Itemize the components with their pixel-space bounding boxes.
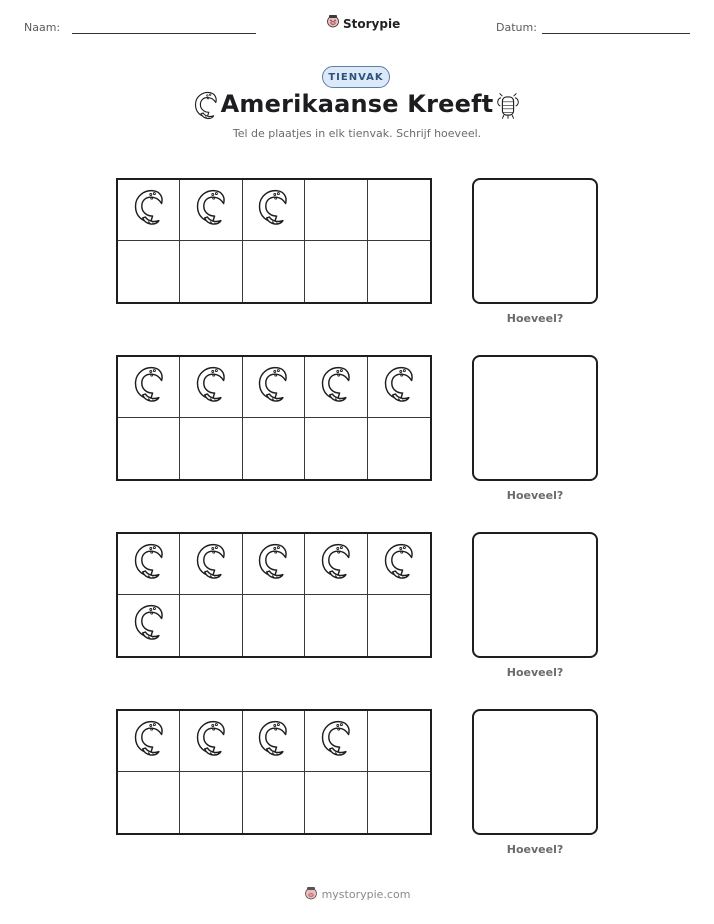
question-label-1: Hoeveel?: [506, 312, 564, 325]
frame-cell: [180, 357, 242, 418]
frame-cell: [180, 241, 242, 302]
lobster-claw-icon: [193, 542, 229, 587]
frame-cell: [305, 418, 367, 479]
frame-cell: [243, 772, 305, 833]
lobster-claw-icon: [193, 719, 229, 764]
frame-cell: [305, 357, 367, 418]
frame-cell: [118, 534, 180, 595]
question-label-4: Hoeveel?: [506, 843, 564, 856]
brand-name: Storypie: [343, 16, 401, 31]
frame-cell: [243, 595, 305, 656]
frame-cell: [305, 772, 367, 833]
ten-frame-4: [116, 709, 432, 835]
lobster-claw-icon: [193, 365, 229, 410]
lobster-claw-icon: [381, 365, 417, 410]
lobster-claw-icon: [255, 188, 291, 233]
ten-frame-2: [116, 355, 432, 481]
name-line[interactable]: [72, 33, 256, 34]
frame-cell: [368, 418, 430, 479]
lobster-claw-icon: [131, 719, 167, 764]
frame-cell: [243, 180, 305, 241]
frame-cell: [118, 772, 180, 833]
footer: [0, 886, 714, 903]
lobster-claw-icon: [193, 188, 229, 233]
lobster-claw-icon: [381, 542, 417, 587]
frame-cell: [243, 534, 305, 595]
lobster-claw-icon: [255, 542, 291, 587]
frame-cell: [368, 595, 430, 656]
footer-url[interactable]: mystorypie.com: [321, 888, 411, 901]
frame-cell: [118, 180, 180, 241]
frame-cell: [305, 180, 367, 241]
frame-cell: [180, 180, 242, 241]
question-label-3: Hoeveel?: [506, 666, 564, 679]
frame-cell: [118, 595, 180, 656]
pig-mascot-icon: [326, 14, 340, 33]
frame-cell: [305, 711, 367, 772]
frame-cell: [368, 357, 430, 418]
lobster-claw-icon: [131, 603, 167, 648]
frame-cell: [368, 180, 430, 241]
lobster-claw-icon: [318, 365, 354, 410]
brand-logo: [326, 14, 400, 33]
lobster-claw-icon: [131, 365, 167, 410]
lobster-claw-icon: [318, 719, 354, 764]
frame-cell: [243, 711, 305, 772]
lobster-claw-icon: [255, 719, 291, 764]
frame-cell: [180, 711, 242, 772]
frame-cell: [368, 534, 430, 595]
frame-cell: [368, 772, 430, 833]
instructions: Tel de plaatjes in elk tienvak. Schrijf hoeveel.: [232, 127, 482, 140]
lobster-claw-icon: [255, 365, 291, 410]
worksheet-type-badge: TIENVAK: [322, 66, 390, 88]
frame-cell: [243, 241, 305, 302]
lobster-claw-icon: [318, 542, 354, 587]
date-line[interactable]: [542, 33, 690, 34]
answer-box-1[interactable]: [472, 178, 598, 304]
frame-cell: [180, 534, 242, 595]
answer-box-2[interactable]: [472, 355, 598, 481]
date-label: Datum:: [496, 21, 537, 34]
frame-cell: [305, 595, 367, 656]
frame-cell: [180, 595, 242, 656]
frame-cell: [180, 418, 242, 479]
pig-mascot-icon: [304, 886, 318, 903]
frame-cell: [243, 418, 305, 479]
answer-box-4[interactable]: [472, 709, 598, 835]
frame-cell: [180, 772, 242, 833]
frame-cell: [118, 357, 180, 418]
frame-cell: [368, 711, 430, 772]
name-label: Naam:: [24, 21, 61, 34]
lobster-body-icon: [494, 92, 522, 120]
frame-cell: [368, 241, 430, 302]
ten-frame-1: [116, 178, 432, 304]
frame-cell: [118, 418, 180, 479]
frame-cell: [243, 357, 305, 418]
frame-cell: [118, 241, 180, 302]
frame-cell: [305, 534, 367, 595]
frame-cell: [305, 241, 367, 302]
answer-box-3[interactable]: [472, 532, 598, 658]
question-label-2: Hoeveel?: [506, 489, 564, 502]
frame-cell: [118, 711, 180, 772]
lobster-claw-icon: [131, 542, 167, 587]
ten-frame-3: [116, 532, 432, 658]
page-title: Amerikaanse Kreeft: [220, 90, 494, 118]
lobster-claw-icon: [131, 188, 167, 233]
